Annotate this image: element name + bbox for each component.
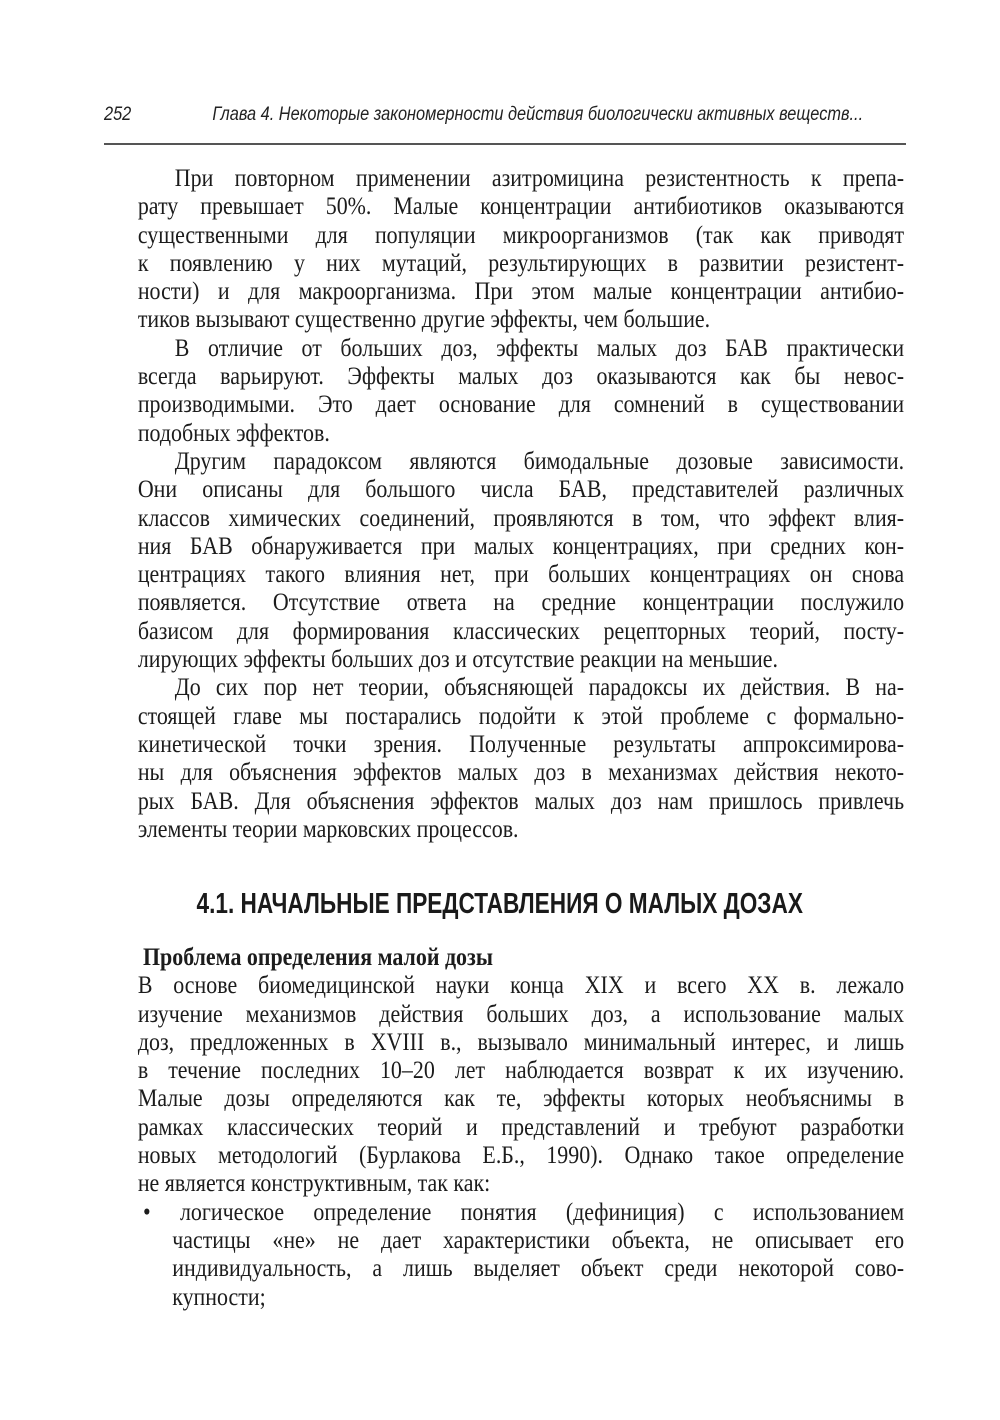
section-heading-text: 4.1. НАЧАЛЬНЫЕ ПРЕДСТАВЛЕНИЯ О МАЛЫХ ДОЗАХ (196, 888, 804, 920)
text-line: подобных эффектов. (137, 417, 330, 447)
text-line: рых БАВ. Для объяснения эффектов малых доз нам пришлось привлечь (137, 785, 905, 815)
section-heading (0, 888, 1000, 921)
text-line: стоящей главе мы постарались подойти к этой проблеме с формально- (137, 700, 905, 730)
text-line: рату превышает 50%. Малые концентрации антибиотиков оказываются (137, 191, 905, 221)
text-line: Другим парадоксом являются бимодальные дозовые зависимости. (174, 445, 905, 475)
text-line: В основе биомедицинской науки конца XIX и всего XX в. лежало (137, 970, 905, 1000)
bullet-text: логическое определение понятия (дефиниция) с использованием (179, 1196, 905, 1226)
text-line: не является конструктивным, так как: (137, 1168, 491, 1198)
paragraph-1 (106, 164, 904, 334)
body-text-section (106, 943, 904, 1311)
text-line: рамках классических теорий и представлений и требуют разработки (137, 1111, 905, 1141)
text-line: При повторном применении азитромицина резистентность к препа- (174, 163, 905, 192)
text-line: ния БАВ обнаруживается при малых концентрациях, при средних кон- (137, 530, 905, 560)
text-line: появляется. Отсутствие ответа на средние концентрации послужило (137, 587, 905, 617)
text-line: кинетической точки зрения. Полученные результаты аппроксимирова- (137, 728, 905, 758)
page-number: 252 (104, 104, 132, 125)
text-line: элементы теории марковских процессов. (137, 813, 519, 843)
text-line: Они описаны для большого числа БАВ, представителей различных (137, 474, 905, 504)
text-line: доз, предложенных в XVIII в., вызывало минимальный интерес, и лишь (137, 1026, 905, 1056)
text-line: тиков вызывают существенно другие эффекты, чем большие. (137, 304, 711, 334)
text-line: в течение последних 10–20 лет наблюдается возврат к их изучению. (137, 1055, 905, 1085)
text-line: Малые дозы определяются как те, эффекты которых необъяснимы в (137, 1083, 905, 1113)
bullet-list-item (106, 1198, 904, 1311)
text-line: производимыми. Это дает основание для сомнений в существовании (137, 389, 905, 419)
text-line: базисом для формирования классических рецепторных теорий, посту- (137, 615, 905, 645)
paragraph-4 (106, 673, 904, 843)
text-line: ности) и для макроорганизма. При этом малые концентрации антибио- (137, 276, 905, 306)
text-line: классов химических соединений, проявляются в том, что эффект влия- (137, 502, 905, 532)
text-line: существенными для популяции микроорганизмов (так как приводят (137, 219, 905, 249)
text-line: купности; (172, 1281, 266, 1311)
running-header (104, 104, 864, 134)
text-line: частицы «не» не дает характеристики объекта, не описывает его (172, 1224, 905, 1254)
text-line: центрациях такого влияния нет, при больших концентрациях он снова (137, 559, 905, 589)
text-line: индивидуальность, а лишь выделяет объект среди некоторой сово- (172, 1253, 905, 1283)
text-line: новых методологий (Бурлакова Е.Б., 1990). Однако такое определение (137, 1140, 905, 1170)
text-line: изучение механизмов действия больших доз, а использование малых (137, 998, 905, 1028)
paragraph-2 (106, 334, 904, 447)
running-title: Глава 4. Некоторые закономерности действия биологически активных веществ... (212, 104, 864, 125)
text-line (106, 1198, 904, 1226)
bullet-marker: • (142, 1196, 151, 1226)
subheading: Проблема определения малой дозы (142, 942, 493, 971)
text-line: всегда варьируют. Эффекты малых доз оказываются как бы невос- (137, 361, 905, 391)
text-line: ны для объяснения эффектов малых доз в механизмах действия некото- (137, 757, 905, 787)
paragraph-3 (106, 447, 904, 673)
text-line: лирующих эффекты больших доз и отсутствие реакции на меньшие. (137, 644, 779, 674)
body-text-top (106, 164, 904, 843)
text-line: к появлению у них мутаций, результирующих в развитии резистент- (137, 247, 905, 277)
text-line: До сих пор нет теории, объясняющей парадоксы их действия. В на- (174, 672, 905, 702)
text-line: В отличие от больших доз, эффекты малых доз БАВ практически (174, 332, 905, 362)
header-rule (104, 143, 906, 145)
section-paragraph (106, 971, 904, 1197)
